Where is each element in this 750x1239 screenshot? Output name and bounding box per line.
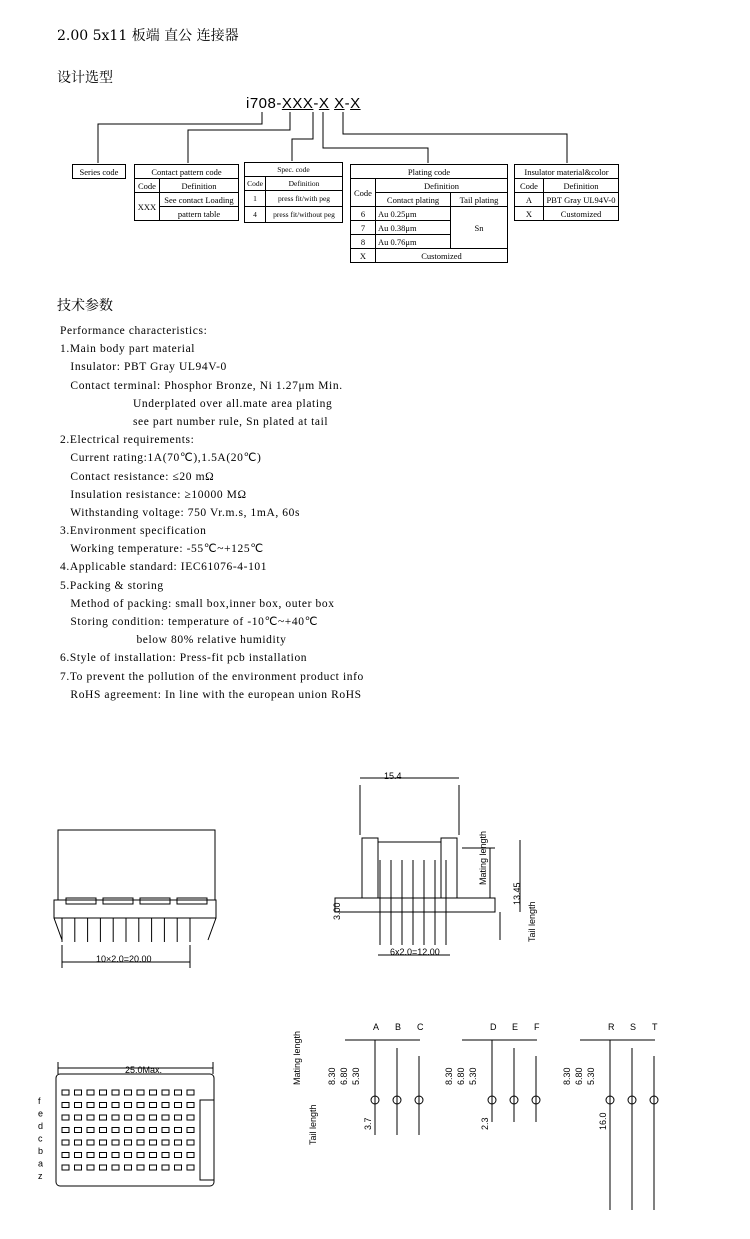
contact-hole: [75, 1115, 82, 1120]
contact-hole: [187, 1090, 194, 1095]
group-tail-label: Tail length: [308, 1104, 318, 1145]
performance-line: below 80% relative humidity: [60, 634, 287, 647]
contact-hole: [75, 1090, 82, 1095]
contact-hole: [137, 1128, 144, 1133]
performance-line: Contact terminal: Phosphor Bronze, Ni 1.27μm Min.: [60, 379, 343, 392]
plating-code-header: Code: [351, 179, 376, 207]
row-label: d: [38, 1121, 44, 1131]
contact-hole: [87, 1165, 94, 1170]
dim-max-label: 25.0Max.: [125, 1065, 163, 1075]
plating-tail-value: Sn: [451, 207, 508, 249]
contact-hole: [125, 1128, 132, 1133]
contact-code-header: Code: [135, 179, 160, 193]
plating-row-code: 7: [351, 221, 376, 235]
pn-insulator: X: [350, 95, 361, 112]
contact-def1: See contact Loading: [160, 193, 239, 207]
group-pin-label: E: [512, 1022, 519, 1032]
row-label: c: [38, 1133, 43, 1144]
contact-hole: [162, 1103, 169, 1108]
contact-hole: [62, 1103, 69, 1108]
contact-hole: [75, 1128, 82, 1133]
contact-hole: [112, 1115, 119, 1120]
dim-width-label: 15.4: [384, 771, 402, 781]
insulator-row-def: PBT Gray UL94V-0: [544, 193, 619, 207]
performance-line: 7.To prevent the pollution of the environment product info: [60, 670, 364, 683]
contact-hole: [187, 1153, 194, 1158]
contact-hole: [87, 1153, 94, 1158]
insulator-code-header: Code: [515, 179, 544, 193]
performance-line: Performance characteristics:: [60, 325, 208, 337]
contact-hole: [162, 1128, 169, 1133]
contact-hole: [175, 1115, 182, 1120]
contact-hole: [150, 1128, 157, 1133]
dim-bottom-label: 6x2.0=12.00: [390, 947, 440, 957]
contact-hole: [87, 1115, 94, 1120]
group-dim-label: 16.0: [598, 1112, 608, 1130]
insulator-def-header: Definition: [544, 179, 619, 193]
performance-line: Insulator: PBT Gray UL94V-0: [60, 361, 227, 374]
contact-hole: [62, 1165, 69, 1170]
plating-tail-header: Tail plating: [451, 193, 508, 207]
row-label: b: [38, 1146, 44, 1156]
performance-line: Storing condition: temperature of -10℃~+40℃: [60, 616, 319, 628]
contact-hole: [62, 1090, 69, 1095]
contact-hole: [150, 1153, 157, 1158]
contact-hole: [112, 1128, 119, 1133]
pn-contact: XXX: [281, 95, 314, 112]
contact-hole: [75, 1103, 82, 1108]
spec-row-code: 4: [245, 207, 266, 223]
plating-def-header: Definition: [376, 179, 508, 193]
contact-hole: [162, 1153, 169, 1158]
performance-line: Insulation resistance: ≥10000 MΩ: [60, 488, 247, 501]
plating-x-def: Customized: [376, 249, 508, 263]
side-view-base: [54, 900, 216, 918]
contact-hole: [62, 1153, 69, 1158]
performance-line: Contact resistance: ≤20 mΩ: [60, 470, 215, 483]
group-dim-label: 3.7: [363, 1117, 373, 1130]
group-dim-label: 8.30: [444, 1067, 454, 1085]
group-dim-label: 8.30: [562, 1067, 572, 1085]
contact-hole: [162, 1165, 169, 1170]
group-pin-label: B: [395, 1022, 402, 1032]
contact-hole: [125, 1090, 132, 1095]
performance-line: 5.Packing & storing: [60, 579, 164, 592]
group-dim-label: 5.30: [351, 1067, 361, 1085]
contact-hole: [175, 1103, 182, 1108]
insulator-row-def: Customized: [544, 207, 619, 221]
insulator-row-code: X: [515, 207, 544, 221]
performance-line: 4.Applicable standard: IEC61076-4-101: [60, 561, 268, 574]
contact-hole: [62, 1115, 69, 1120]
performance-line: Method of packing: small box,inner box, outer box: [60, 597, 335, 610]
contact-hole: [187, 1103, 194, 1108]
contact-hole: [87, 1128, 94, 1133]
contact-hole: [100, 1090, 107, 1095]
contact-hole: [87, 1090, 94, 1095]
plating-row-code: 6: [351, 207, 376, 221]
row-label: f: [38, 1096, 41, 1106]
performance-line: 3.Environment specification: [60, 525, 207, 538]
group-pin-label: C: [417, 1022, 424, 1032]
contact-hole: [175, 1153, 182, 1158]
dim-pcb-label: 3.00: [332, 902, 342, 920]
contact-title: Contact pattern code: [135, 165, 239, 179]
contact-hole: [125, 1140, 132, 1145]
tech-heading: 技术参数: [57, 298, 113, 314]
contact-hole: [162, 1140, 169, 1145]
tail-length-label: Tail length: [527, 901, 537, 942]
group-dim-label: 8.30: [327, 1067, 337, 1085]
contact-hole: [125, 1103, 132, 1108]
spec-code-header: Code: [245, 177, 266, 191]
contact-hole: [125, 1153, 132, 1158]
side-notch: [103, 898, 133, 904]
group-dim-label: 5.30: [468, 1067, 478, 1085]
contact-hole: [62, 1140, 69, 1145]
contact-hole: [150, 1090, 157, 1095]
dim-pitch-label: 10×2.0=20.00: [96, 954, 152, 964]
group-pin-label: T: [652, 1022, 658, 1032]
group-pin-label: A: [373, 1022, 380, 1032]
group-dim-label: 6.80: [456, 1067, 466, 1085]
contact-hole: [187, 1115, 194, 1120]
contact-hole: [75, 1165, 82, 1170]
performance-line: see part number rule, Sn plated at tail: [60, 415, 329, 428]
group-dim-label: 6.80: [339, 1067, 349, 1085]
pn-plating: X: [334, 95, 345, 112]
plating-x-code: X: [351, 249, 376, 263]
group-pin-label: D: [490, 1022, 497, 1032]
contact-hole: [137, 1165, 144, 1170]
group-pin-label: R: [608, 1022, 615, 1032]
group-pin-label: S: [630, 1022, 637, 1032]
contact-hole: [150, 1115, 157, 1120]
contact-hole: [137, 1140, 144, 1145]
contact-hole: [100, 1140, 107, 1145]
plating-contact-header: Contact plating: [376, 193, 451, 207]
insulator-row-code: A: [515, 193, 544, 207]
contact-def-header: Definition: [160, 179, 239, 193]
contact-hole: [187, 1140, 194, 1145]
contact-hole: [150, 1165, 157, 1170]
insulator-title: Insulator material&color: [515, 165, 619, 179]
plating-title: Plating code: [351, 165, 508, 179]
performance-line: Current rating:1A(70℃),1.5A(20℃): [60, 452, 262, 465]
contact-hole: [125, 1165, 132, 1170]
contact-hole: [112, 1103, 119, 1108]
contact-hole: [137, 1153, 144, 1158]
contact-hole: [75, 1140, 82, 1145]
side-notch: [177, 898, 207, 904]
pn-spec: X: [318, 95, 330, 112]
spec-title: Spec. code: [245, 163, 343, 177]
mating-length-label: Mating length: [478, 830, 488, 885]
spec-row-code: 1: [245, 191, 266, 207]
contact-hole: [87, 1140, 94, 1145]
group-pin-label: F: [534, 1022, 540, 1032]
plating-row-contact: Au 0.76μm: [376, 235, 451, 249]
contact-hole: [175, 1128, 182, 1133]
group-mating-label: Mating length: [292, 1030, 302, 1085]
spec-def-header: Definition: [266, 177, 343, 191]
contact-hole: [100, 1103, 107, 1108]
contact-hole: [175, 1090, 182, 1095]
performance-line: Underplated over all.mate area plating: [60, 397, 333, 410]
row-label: e: [38, 1108, 44, 1119]
pn-sep1: -: [313, 95, 319, 112]
series-title: Series code: [73, 165, 126, 179]
contact-hole: [112, 1090, 119, 1095]
contact-hole: [150, 1140, 157, 1145]
contact-hole: [137, 1090, 144, 1095]
performance-line: 6.Style of installation: Press-fit pcb installation: [60, 652, 308, 665]
performance-line: RoHS agreement: In line with the european union RoHS: [60, 688, 362, 701]
contact-hole: [75, 1153, 82, 1158]
group-dim-label: 6.80: [574, 1067, 584, 1085]
plating-row-contact: Au 0.25μm: [376, 207, 451, 221]
contact-hole: [137, 1115, 144, 1120]
contact-hole: [112, 1165, 119, 1170]
pn-prefix: i708-: [246, 95, 282, 112]
contact-code: XXX: [135, 193, 160, 221]
contact-hole: [187, 1128, 194, 1133]
spec-row-def: press fit/with peg: [266, 191, 343, 207]
contact-hole: [87, 1103, 94, 1108]
contact-hole: [100, 1128, 107, 1133]
performance-line: 1.Main body part material: [60, 343, 196, 356]
group-dim-label: 2.3: [480, 1117, 490, 1130]
group-dim-label: 5.30: [586, 1067, 596, 1085]
selection-heading: 设计选型: [57, 70, 113, 86]
row-label: a: [38, 1158, 44, 1169]
plating-row-code: 8: [351, 235, 376, 249]
contact-hole: [125, 1115, 132, 1120]
contact-hole: [187, 1165, 194, 1170]
side-notch: [66, 898, 96, 904]
contact-hole: [112, 1140, 119, 1145]
contact-hole: [100, 1153, 107, 1158]
contact-hole: [100, 1115, 107, 1120]
spec-row-def: press fit/without peg: [266, 207, 343, 223]
contact-hole: [137, 1103, 144, 1108]
performance-line: Withstanding voltage: 750 Vr.m.s, 1mA, 60s: [60, 506, 301, 519]
contact-hole: [100, 1165, 107, 1170]
contact-hole: [175, 1165, 182, 1170]
performance-line: 2.Electrical requirements:: [60, 434, 195, 447]
side-notch: [140, 898, 170, 904]
performance-line: Working temperature: -55℃~+125℃: [60, 543, 264, 556]
row-label: z: [38, 1171, 43, 1181]
contact-def2: pattern table: [160, 207, 239, 221]
side-view-body: [58, 830, 215, 900]
contact-hole: [112, 1153, 119, 1158]
contact-hole: [162, 1115, 169, 1120]
contact-hole: [62, 1128, 69, 1133]
page-title: 2.00 5x11 板端 直公 连接器: [57, 28, 239, 44]
contact-hole: [150, 1103, 157, 1108]
contact-hole: [162, 1090, 169, 1095]
pn-sep2: -: [344, 95, 351, 112]
dim-height-label: 13.45: [512, 882, 522, 905]
plating-row-contact: Au 0.38μm: [376, 221, 451, 235]
contact-hole: [175, 1140, 182, 1145]
